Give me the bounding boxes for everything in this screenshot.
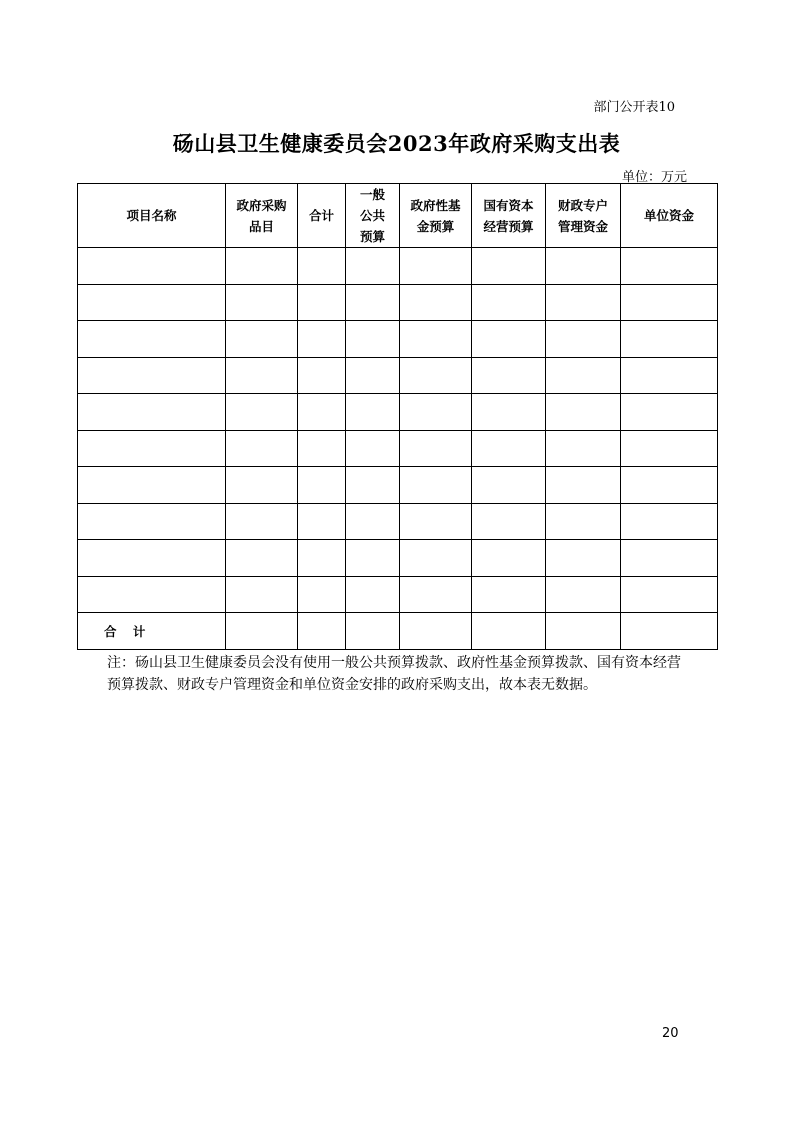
header-government-fund-budget: 政府性基 金预算 [400,184,472,248]
table-cell [226,540,298,577]
table-cell [298,467,346,504]
table-cell [298,503,346,540]
table-cell [400,503,472,540]
table-row [78,540,718,577]
table-cell [400,321,472,358]
table-cell [472,248,546,285]
table-cell [546,430,621,467]
table-cell [298,357,346,394]
table-cell [546,248,621,285]
table-cell [78,248,226,285]
table-cell [400,357,472,394]
header-state-capital-budget: 国有资本 经营预算 [472,184,546,248]
table-cell [472,284,546,321]
table-row [78,576,718,613]
table-cell [400,613,472,650]
table-cell [346,321,400,358]
table-cell [621,284,718,321]
table-cell [346,394,400,431]
table-cell [226,357,298,394]
table-cell [298,430,346,467]
header-unit-funds: 单位资金 [621,184,718,248]
table-cell [298,248,346,285]
table-row [78,503,718,540]
table-cell [400,540,472,577]
table-row [78,430,718,467]
header-special-account-funds: 财政专户 管理资金 [546,184,621,248]
table-cell [546,613,621,650]
table-cell [346,284,400,321]
table-cell [472,613,546,650]
table-cell [472,430,546,467]
table-cell [621,394,718,431]
table-cell [621,576,718,613]
table-cell [226,613,298,650]
table-cell [472,394,546,431]
table-cell [226,467,298,504]
table-cell [298,284,346,321]
table-row [78,394,718,431]
page-code: 部门公开表10 [593,100,675,115]
table-cell [472,321,546,358]
header-general-public-budget: 一般 公共 预算 [346,184,400,248]
table-cell [78,394,226,431]
table-cell [546,357,621,394]
table-cell [472,503,546,540]
total-row [78,613,718,650]
table-cell [78,321,226,358]
table-cell [472,467,546,504]
table-cell [226,503,298,540]
table-cell [298,540,346,577]
header-total: 合计 [298,184,346,248]
unit-label: 单位：万元 [621,170,687,185]
table-cell [226,321,298,358]
table-cell [546,467,621,504]
table-cell [346,576,400,613]
table-cell [546,503,621,540]
table-cell [400,467,472,504]
table-cell [621,248,718,285]
table-cell [298,321,346,358]
table-row [78,467,718,504]
table-cell [472,540,546,577]
table-cell [226,284,298,321]
table-row [78,357,718,394]
table-cell [400,248,472,285]
table-cell [346,248,400,285]
table-cell [346,540,400,577]
total-label: 合 计 [78,613,226,650]
table-cell [472,576,546,613]
table-cell [78,357,226,394]
header-procurement-category: 政府采购 品目 [226,184,298,248]
table-cell [298,576,346,613]
table-cell [621,467,718,504]
table-cell [298,613,346,650]
table-header-row [78,184,718,248]
table-cell [346,357,400,394]
table-cell [226,576,298,613]
table-cell [546,394,621,431]
table-cell [546,321,621,358]
table-cell [346,503,400,540]
table-cell [346,430,400,467]
table-cell [546,284,621,321]
table-cell [346,467,400,504]
table-cell [621,503,718,540]
table-cell [78,430,226,467]
table-note: 注：砀山县卫生健康委员会没有使用一般公共预算拨款、政府性基金预算拨款、国有资本经营预算拨款、财政专户管理资金和单位资金安排的政府采购支出，故本表无数据。 [107,655,681,693]
table-cell [621,613,718,650]
table-row [78,248,718,285]
table-cell [546,540,621,577]
table-cell [78,540,226,577]
table-row [78,284,718,321]
table-cell [621,540,718,577]
table-cell [78,576,226,613]
page-title: 砀山县卫生健康委员会2023年政府采购支出表 [172,131,621,156]
table-cell [78,467,226,504]
table-cell [298,394,346,431]
table-cell [621,357,718,394]
table-cell [226,430,298,467]
procurement-table [77,183,718,650]
table-cell [226,248,298,285]
table-cell [546,576,621,613]
table-cell [621,321,718,358]
table-cell [346,613,400,650]
table-cell [400,394,472,431]
table-cell [226,394,298,431]
table-cell [78,284,226,321]
header-project-name: 项目名称 [78,184,226,248]
table-cell [621,430,718,467]
table-row [78,321,718,358]
table-cell [78,503,226,540]
table-cell [400,576,472,613]
page-number-text: 20 [662,1026,679,1041]
table-cell [400,430,472,467]
table-cell [400,284,472,321]
table-cell [472,357,546,394]
